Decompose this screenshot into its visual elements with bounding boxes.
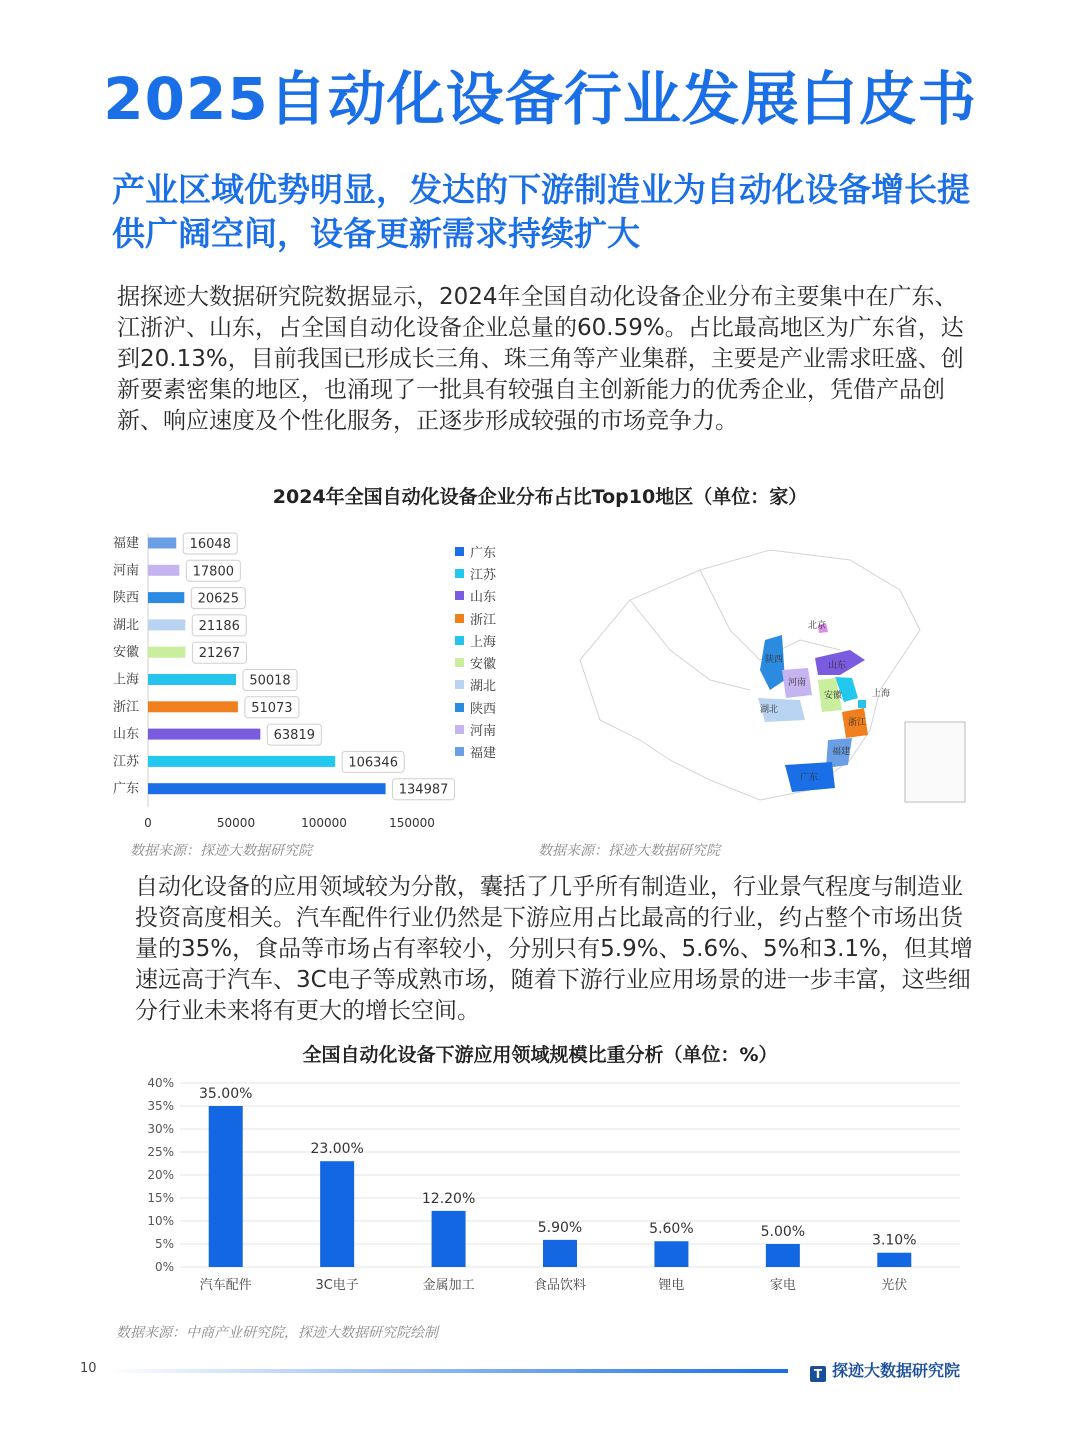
x-tick-label: 50000 — [216, 816, 256, 830]
legend-item — [455, 718, 496, 740]
legend-swatch — [455, 591, 464, 600]
bar — [543, 1240, 577, 1267]
bar — [320, 1161, 354, 1267]
map-label-henan: 河南 — [788, 678, 807, 688]
legend-item — [455, 585, 496, 607]
region-bar-chart — [95, 525, 495, 835]
footer-divider — [108, 1369, 788, 1373]
legend-label: 湖北 — [470, 679, 497, 695]
legend-swatch — [455, 658, 464, 667]
map-label-zhejiang: 浙江 — [848, 718, 867, 728]
legend-swatch — [455, 725, 464, 734]
y-tick-label: 20% — [147, 1168, 174, 1182]
data-label: 63819 — [273, 728, 316, 744]
map-label-beijing: 北京 — [808, 621, 827, 631]
legend-item — [455, 562, 496, 584]
data-label: 3.10% — [872, 1232, 917, 1249]
brand-name: 探迹大数据研究院 — [832, 1361, 961, 1380]
bar — [432, 1211, 466, 1267]
data-label: 23.00% — [310, 1141, 364, 1158]
bar — [148, 783, 386, 794]
legend-swatch — [455, 614, 464, 623]
chart2-source: 数据来源：中商产业研究院，探迹大数据研究院绘制 — [116, 1325, 438, 1341]
x-tick-label: 100000 — [301, 816, 347, 830]
map-outline — [580, 550, 920, 800]
map-label-hubei: 湖北 — [760, 705, 779, 715]
data-label: 20625 — [197, 591, 239, 607]
y-tick-label: 浙江 — [112, 699, 139, 715]
x-tick-label: 光伏 — [881, 1278, 908, 1293]
application-bar-chart — [130, 1070, 980, 1305]
y-tick-label: 广东 — [112, 781, 139, 797]
data-label: 5.90% — [537, 1219, 583, 1236]
section-subtitle: 产业区域优势明显，发达的下游制造业为自动化设备增长提供广阔空间，设备更新需求持续扩大 — [112, 170, 970, 253]
y-tick-label: 15% — [147, 1191, 174, 1205]
data-label: 21267 — [198, 646, 241, 662]
data-label: 50018 — [249, 673, 291, 689]
y-tick-label: 湖北 — [112, 617, 139, 633]
chart1-title: 2024年全国自动化设备企业分布占比Top10地区（单位：家） — [272, 486, 808, 508]
bar — [148, 565, 179, 576]
chart1-source: 数据来源：探迹大数据研究院 — [130, 843, 312, 859]
page-number: 10 — [80, 1361, 97, 1376]
footer-brand — [810, 1358, 960, 1382]
data-label: 35.00% — [199, 1086, 253, 1102]
map-label-shaanxi: 陕西 — [765, 655, 784, 665]
data-label: 51073 — [251, 700, 293, 716]
bar — [148, 592, 184, 603]
legend-swatch — [455, 703, 464, 712]
data-label: 134987 — [398, 782, 449, 798]
map-label-fujian: 福建 — [832, 747, 851, 757]
y-tick-label: 10% — [147, 1214, 174, 1228]
legend-label: 广东 — [470, 545, 497, 561]
bar — [209, 1106, 243, 1267]
data-label: 17800 — [192, 564, 235, 580]
legend-item — [455, 741, 496, 763]
bar — [148, 701, 238, 712]
data-label: 16048 — [189, 537, 231, 552]
data-label: 12.20% — [421, 1190, 476, 1207]
y-tick-label: 江苏 — [112, 754, 139, 770]
south-sea-inset — [905, 722, 965, 802]
x-tick-label: 金属加工 — [422, 1278, 475, 1293]
y-tick-label: 陕西 — [112, 590, 139, 606]
bar — [148, 619, 185, 630]
x-tick-label: 家电 — [769, 1278, 796, 1293]
legend-item — [455, 651, 496, 673]
legend-item — [455, 696, 496, 718]
province-shanghai — [858, 700, 866, 708]
x-tick-label: 锂电 — [658, 1278, 685, 1293]
legend-item — [455, 674, 496, 696]
legend-swatch — [455, 636, 464, 645]
legend-item — [455, 540, 496, 562]
x-tick-label: 食品饮料 — [533, 1278, 587, 1293]
y-tick-label: 35% — [147, 1099, 174, 1113]
y-tick-label: 安徽 — [112, 645, 139, 661]
x-tick-label: 150000 — [389, 816, 435, 830]
x-tick-label: 汽车配件 — [199, 1278, 252, 1293]
bar — [766, 1244, 800, 1267]
y-tick-label: 山东 — [112, 727, 139, 743]
data-label: 106346 — [348, 755, 398, 771]
legend-swatch — [455, 569, 464, 578]
legend-label: 山东 — [470, 590, 497, 606]
y-tick-label: 25% — [147, 1145, 174, 1159]
legend-label: 河南 — [470, 724, 497, 740]
bar — [148, 729, 260, 740]
data-label: 5.00% — [760, 1224, 806, 1240]
page-title: 2025自动化设备行业发展白皮书 — [103, 65, 977, 133]
legend-item — [455, 629, 496, 651]
china-map — [560, 540, 1000, 820]
bar — [148, 756, 335, 767]
y-tick-label: 河南 — [112, 563, 139, 579]
paragraph-intro: 据探迹大数据研究院数据显示，2024年全国自动化设备企业分布主要集中在广东、江浙沪、山东，占全国自动化设备企业总量的60.59%。占比最高地区为广东省，达到20.13%，目前我国已形成长三角、珠三角等产业集群，主要是产业需求旺盛、创新要素密集的地区，也涌现了一批具有较强自主创新能力的优秀企业，凭借产品创新、响应速度及个性化服务，正逐步形成较强的市场竞争力。 — [117, 284, 964, 434]
y-tick-label: 上海 — [112, 672, 139, 688]
y-tick-label: 5% — [154, 1237, 174, 1251]
bar — [654, 1241, 688, 1267]
y-tick-label: 30% — [147, 1122, 174, 1136]
bar — [148, 647, 185, 658]
x-tick-label: 3C电子 — [315, 1278, 359, 1293]
map-label-anhui: 安徽 — [824, 691, 843, 701]
bar — [148, 674, 236, 685]
map-label-guangdong: 广东 — [800, 773, 819, 783]
bar — [877, 1253, 911, 1267]
legend-swatch — [455, 680, 464, 689]
y-tick-label: 0% — [154, 1260, 174, 1274]
legend-label: 安徽 — [470, 657, 497, 673]
map-legend — [455, 540, 496, 763]
legend-item — [455, 607, 496, 629]
brand-logo-icon: T — [810, 1366, 826, 1382]
data-label: 21186 — [198, 618, 240, 634]
legend-swatch — [455, 547, 464, 556]
map-label-shandong: 山东 — [828, 661, 847, 671]
legend-label: 上海 — [470, 634, 497, 650]
paragraph-applications: 自动化设备的应用领域较为分散，囊括了几乎所有制造业，行业景气程度与制造业投资高度相关。汽车配件行业仍然是下游应用占比最高的行业，约占整个市场出货量的35%，食品等市场占有率较小，分别只有5.9%、5.6%、5%和3.1%，但其增速远高于汽车、3C电子等成熟市场，随着下游行业应用场景的进一步丰富，这些细分行业未来将有更大的增长空间。 — [135, 874, 973, 1024]
chart2-title: 全国自动化设备下游应用领域规模比重分析（单位：%） — [302, 1044, 778, 1066]
legend-label: 福建 — [470, 746, 497, 762]
legend-label: 江苏 — [470, 567, 497, 583]
bar — [148, 538, 176, 549]
legend-swatch — [455, 747, 464, 756]
map-source: 数据来源：探迹大数据研究院 — [538, 843, 720, 859]
legend-label: 陕西 — [470, 701, 497, 717]
y-tick-label: 福建 — [112, 536, 139, 551]
x-tick-label: 0 — [144, 816, 152, 830]
y-tick-label: 40% — [147, 1076, 174, 1090]
legend-label: 浙江 — [470, 612, 497, 628]
data-label: 5.60% — [649, 1221, 694, 1238]
map-label-shanghai: 上海 — [872, 689, 891, 699]
